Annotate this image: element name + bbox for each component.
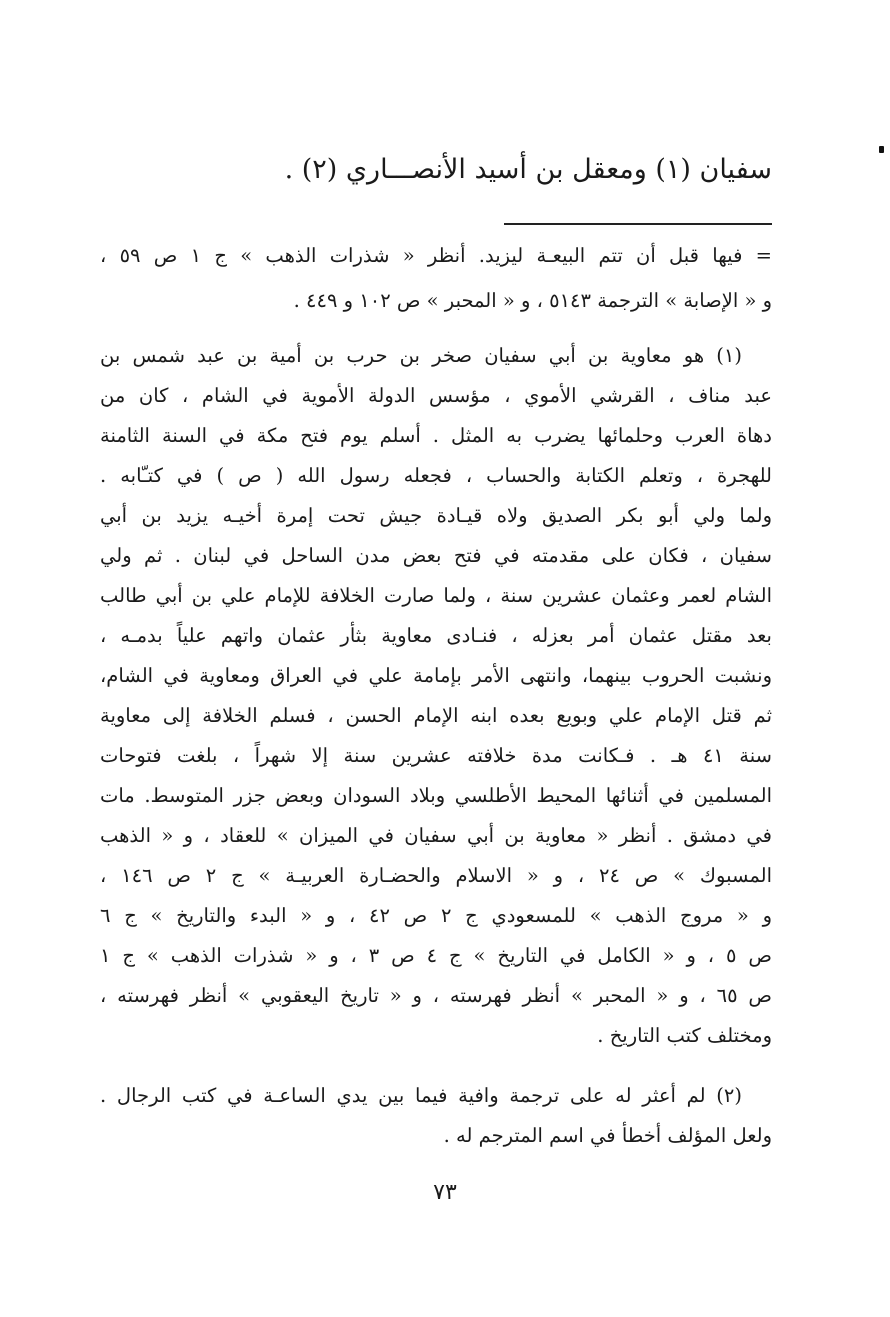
footnote-1-line: ومختلف كتب التاريخ . — [597, 1024, 772, 1047]
footnote-1-line: ص ٥ ، و « الكامل في التاريخ » ج ٤ ص ٣ ، و « شذرات الذهب » ج ١ — [100, 944, 772, 967]
footnote-1-line: سفيان ، فكان على مقدمته في فتح بعض مدن الساحل في لبنان . ثم ولي — [100, 544, 772, 567]
footnote-1-line: المسبوك » ص ٢٤ ، و « الاسلام والحضـارة العربيـة » ج ٢ ص ١٤٦ ، — [100, 864, 772, 887]
footnote-1-line: بعد مقتل عثمان أمر بعزله ، فنـادى معاوية بثأر عثمان واتهم علياً بدمـه ، — [100, 624, 772, 647]
footnote-1-line: ونشبت الحروب بينهما، وانتهى الأمر بإمامة علي في العراق ومعاوية في الشام، — [100, 664, 772, 687]
footnote-1-line: للهجرة ، وتعلم الكتابة والحساب ، فجعله رسول الله ( ص ) في كتـّابه . — [100, 464, 772, 487]
page-number: ٧٣ — [433, 1180, 457, 1205]
continued-footnote-line: و « الإصابة » الترجمة ٥١٤٣ ، و « المحبر » ص ١٠٢ و ٤٤٩ . — [293, 289, 772, 312]
footnote-1-line: ثم قتل الإمام علي وبويع بعده ابنه الإمام الحسن ، فسلم الخلافة إلى معاوية — [100, 704, 772, 727]
footnote-separator — [504, 223, 772, 225]
footnote-1-line: ص ٦٥ ، و « المحبر » أنظر فهرسته ، و « تاريخ اليعقوبي » أنظر فهرسته ، — [100, 984, 772, 1007]
footnote-1-line: ولما ولي أبو بكر الصديق ولاه قيـادة جيش تحت إمرة أخيـه يزيد بن أبي — [100, 504, 772, 527]
footnote-1-line: المسلمين في أثنائها المحيط الأطلسي وبلاد السودان وبعض جزر المتوسط. مات — [100, 784, 772, 807]
margin-mark — [879, 146, 884, 153]
footnote-1-line: في دمشق . أنظر « معاوية بن أبي سفيان في الميزان » للعقاد ، و « الذهب — [100, 824, 772, 847]
footnote-1-line: الشام لعمر وعثمان عشرين سنة ، ولما صارت الخلافة للإمام علي بن أبي طالب — [100, 584, 772, 607]
footnote-2-line: (٢) لم أعثر له على ترجمة وافية فيما بين يدي الساعـة في كتب الرجال . — [100, 1084, 742, 1107]
footnote-2-line: ولعل المؤلف أخطأ في اسم المترجم له . — [443, 1124, 772, 1147]
main-text-line: سفيان (١) ومعقل بن أسيد الأنصـــاري (٢) . — [284, 154, 772, 185]
footnote-1-line: دهاة العرب وحلمائها يضرب به المثل . أسلم يوم فتح مكة في السنة الثامنة — [100, 424, 772, 447]
footnote-1-line: عبد مناف ، القرشي الأموي ، مؤسس الدولة الأموية في الشام ، كان من — [100, 384, 772, 407]
footnote-1-line: (١) هو معاوية بن أبي سفيان صخر بن حرب بن أمية بن عبد شمس بن — [100, 344, 742, 367]
continued-footnote-line: = فيها قبل أن تتم البيعـة ليزيد. أنظر « شذرات الذهب » ج ١ ص ٥٩ ، — [100, 244, 772, 267]
footnote-1-line: سنة ٤١ هـ . فـكانت مدة خلافته عشرين سنة إلا شهراً ، بلغت فتوحات — [100, 744, 772, 767]
footnote-1-line: و « مروج الذهب » للمسعودي ج ٢ ص ٤٢ ، و « البدء والتاريخ » ج ٦ — [100, 904, 772, 927]
